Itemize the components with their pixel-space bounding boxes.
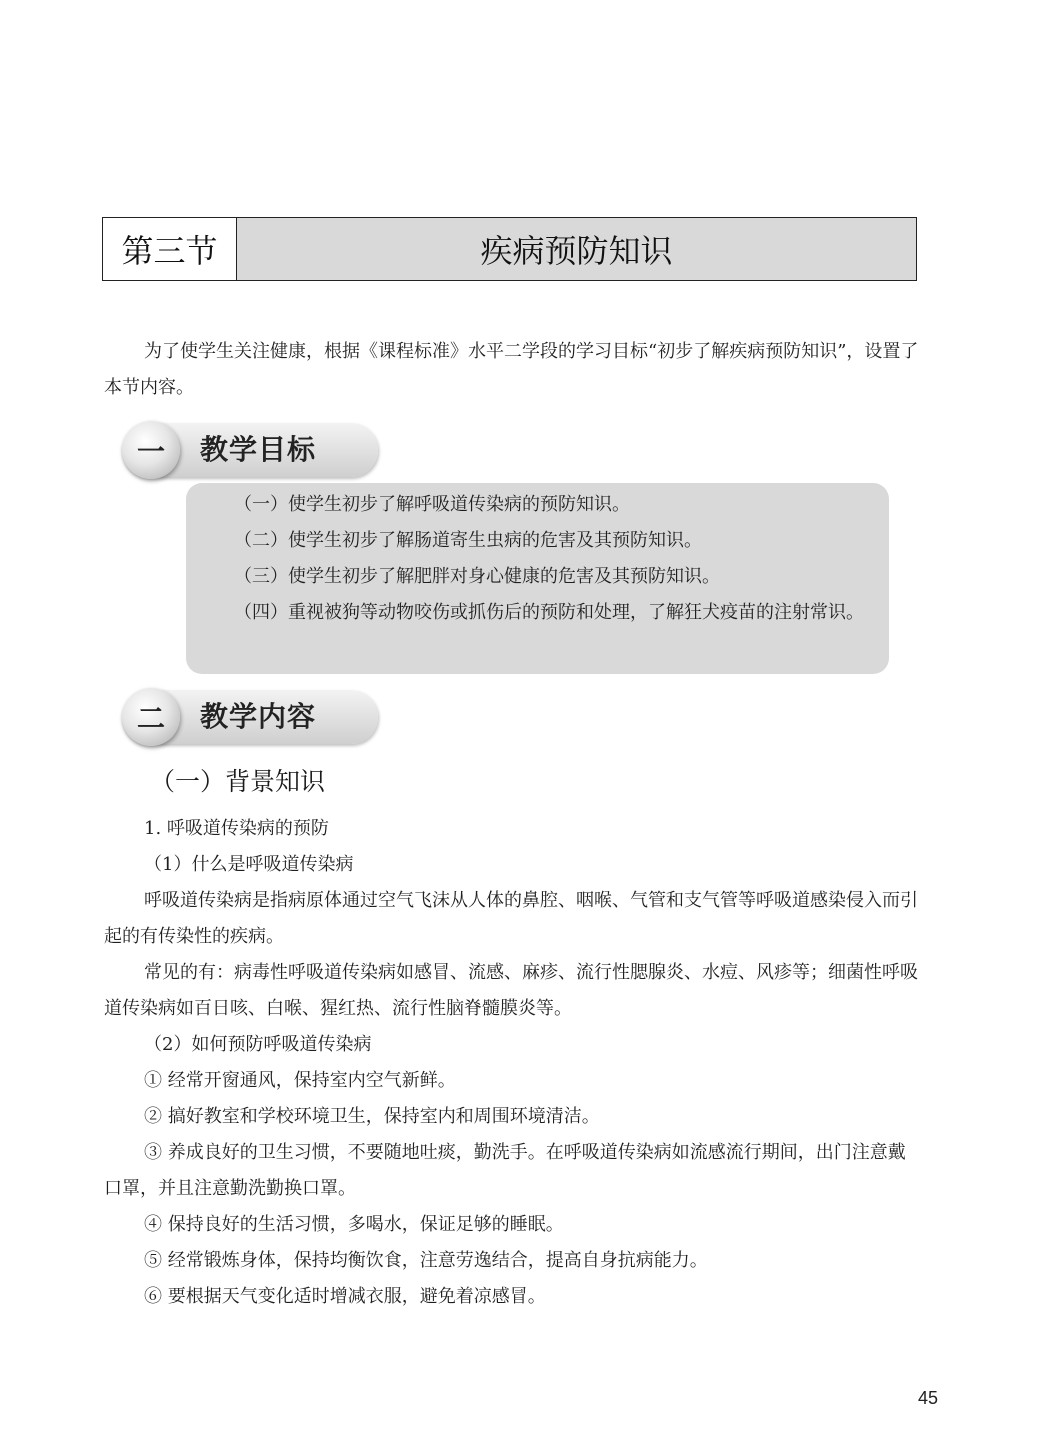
goal-item: （四）重视被狗等动物咬伤或抓伤后的预防和处理，了解狂犬疫苗的注射常识。 [234,602,864,623]
page-number: 45 [918,1388,939,1408]
list-item: ③ 养成良好的卫生习惯，不要随地吐痰，勤洗手。在呼吸道传染病如流感流行期间，出门注意戴口罩，并且注意勤洗勤换口罩。 [104,1142,906,1199]
list-item: ④ 保持良好的生活习惯，多喝水，保证足够的睡眠。 [144,1214,564,1235]
body-paragraph: 常见的有：病毒性呼吸道传染病如感冒、流感、麻疹、流行性腮腺炎、水痘、风疹等；细菌性呼吸道传染病如百日咳、白喉、猩红热、流行性脑脊髓膜炎等。 [104,962,918,1019]
subheading-background-knowledge: （一）背景知识 [150,767,326,796]
section-number: 第三节 [103,218,237,280]
goal-item: （一）使学生初步了解呼吸道传染病的预防知识。 [234,494,630,515]
heading-index-badge: 一 [122,421,180,479]
body-line: （2）如何预防呼吸道传染病 [144,1034,372,1055]
intro-paragraph: 为了使学生关注健康，根据《课程标准》水平二学段的学习目标“初步了解疾病预防知识”，设置了本节内容。 [104,341,919,398]
heading-title: 教学内容 [200,700,317,733]
heading-teaching-content [122,690,378,744]
goal-item: （三）使学生初步了解肥胖对身心健康的危害及其预防知识。 [234,566,720,587]
list-item: ② 搞好教室和学校环境卫生，保持室内和周围环境清洁。 [144,1106,600,1127]
heading-teaching-goals [122,423,378,477]
goal-item: （二）使学生初步了解肠道寄生虫病的危害及其预防知识。 [234,530,702,551]
body-line: 1. 呼吸道传染病的预防 [144,818,329,839]
body-line: （1）什么是呼吸道传染病 [144,854,354,875]
heading-index-badge: 二 [122,688,180,746]
list-item: ① 经常开窗通风，保持室内空气新鲜。 [144,1070,456,1091]
section-header [102,217,917,281]
section-title: 疾病预防知识 [237,218,916,280]
heading-title: 教学目标 [200,433,317,466]
list-item: ⑥ 要根据天气变化适时增减衣服，避免着凉感冒。 [144,1286,546,1307]
list-item: ⑤ 经常锻炼身体，保持均衡饮食，注意劳逸结合，提高自身抗病能力。 [144,1250,708,1271]
body-paragraph: 呼吸道传染病是指病原体通过空气飞沫从人体的鼻腔、咽喉、气管和支气管等呼吸道感染侵入而引起的有传染性的疾病。 [104,890,918,947]
